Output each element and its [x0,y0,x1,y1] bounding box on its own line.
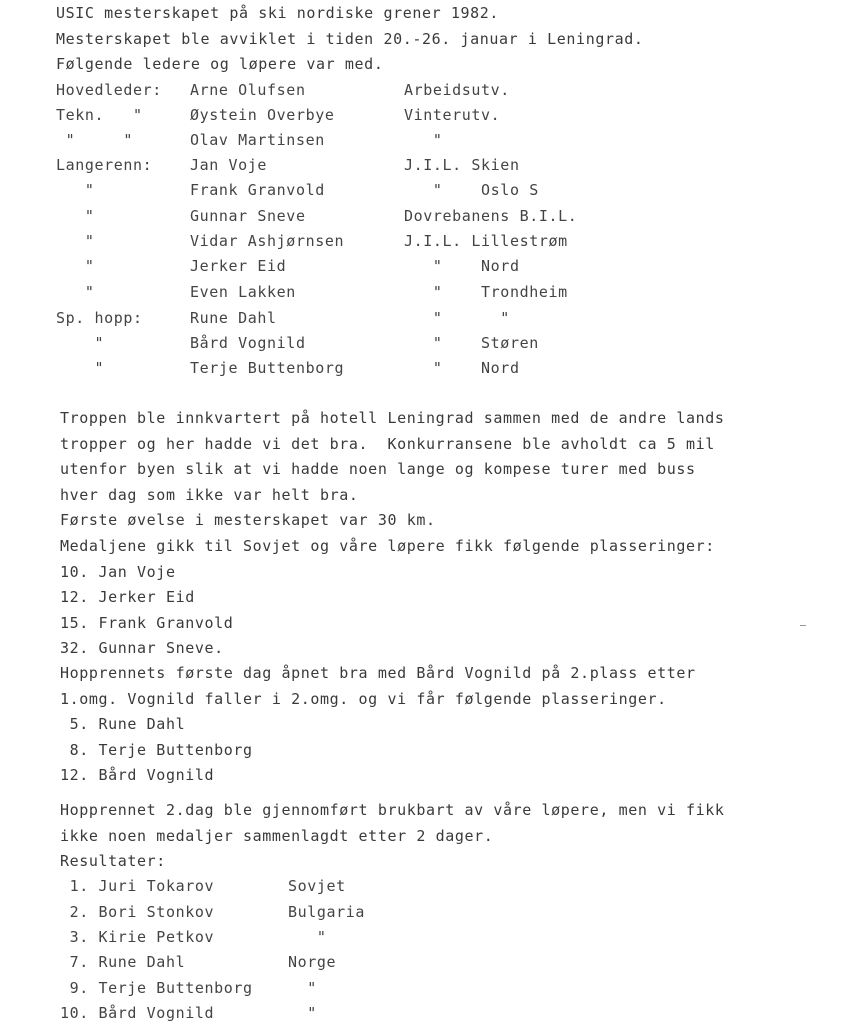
roster-club: " Nord [404,359,520,377]
roster-name: Jerker Eid [190,257,287,275]
roster-role: Langerenn: [56,156,153,174]
roster-name: Frank Granvold [190,181,325,199]
roster-name: Gunnar Sneve [190,207,306,225]
roster-role: " [56,257,95,275]
roster-role: Sp. hopp: [56,309,143,327]
roster-role: " [56,283,95,301]
final-place: 10. Bård Vognild [60,1004,215,1022]
result-line: 15. Frank Granvold [60,614,234,632]
final-nation: Norge [288,953,337,971]
final-nation: Sovjet [288,877,346,895]
intro-line: Følgende ledere og løpere var med. [56,55,384,73]
roster-club: " Støren [404,334,539,352]
result-line: 10. Jan Voje [60,563,176,581]
roster-club: " Trondheim [404,283,568,301]
final-nation: " [288,1004,317,1022]
final-place: 7. Rune Dahl [60,953,186,971]
roster-role: Tekn. " [56,106,143,124]
final-place: 2. Bori Stonkov [60,903,215,921]
body-line: 1.omg. Vognild faller i 2.omg. og vi får følgende plasseringer. [60,690,667,708]
roster-role: " [56,359,105,377]
body-line: utenfor byen slik at vi hadde noen lange og kompese turer med buss [60,460,696,478]
paper-mark [800,625,806,626]
body-line: Første øvelse i mesterskapet var 30 km. [60,511,436,529]
body-line: Troppen ble innkvartert på hotell Leningrad sammen med de andre lands [60,409,725,427]
intro-line: Mesterskapet ble avviklet i tiden 20.-26. januar i Leningrad. [56,30,644,48]
result-line: 5. Rune Dahl [60,715,186,733]
roster-name: Terje Buttenborg [190,359,345,377]
roster-name: Olav Martinsen [190,131,325,149]
roster-role: " [56,334,105,352]
roster-role: " [56,207,95,225]
roster-role: " [56,232,95,250]
final-nation: " [288,928,327,946]
roster-role: Hovedleder: [56,81,162,99]
final-place: 3. Kirie Petkov [60,928,215,946]
roster-club: " " [404,309,510,327]
roster-club: Arbeidsutv. [404,81,510,99]
result-line: 12. Bård Vognild [60,766,215,784]
roster-club: " Oslo S [404,181,539,199]
roster-name: Bård Vognild [190,334,306,352]
roster-name: Vidar Ashjørnsen [190,232,345,250]
body-line: Resultater: [60,852,166,870]
body-line: Hopprennets første dag åpnet bra med Bård Vognild på 2.plass etter [60,664,696,682]
body-line: tropper og her hadde vi det bra. Konkurransene ble avholdt ca 5 mil [60,435,715,453]
roster-name: Jan Voje [190,156,268,174]
roster-name: Rune Dahl [190,309,277,327]
roster-name: Even Lakken [190,283,296,301]
roster-name: Arne Olufsen [190,81,306,99]
final-place: 1. Juri Tokarov [60,877,215,895]
roster-club: J.I.L. Skien [404,156,520,174]
body-line: Hopprennet 2.dag ble gjennomført brukbart av våre løpere, men vi fikk [60,801,725,819]
roster-club: Vinterutv. [404,106,501,124]
result-line: 8. Terje Buttenborg [60,741,253,759]
roster-club: " [404,131,443,149]
doc-title-line: USIC mesterskapet på ski nordiske grener 1982. [56,4,500,22]
body-line: Medaljene gikk til Sovjet og våre løpere fikk følgende plasseringer: [60,537,715,555]
roster-name: Øystein Overbye [190,106,335,124]
roster-role: " [56,181,95,199]
result-line: 32. Gunnar Sneve. [60,639,224,657]
result-line: 12. Jerker Eid [60,588,195,606]
roster-club: J.I.L. Lillestrøm [404,232,568,250]
roster-club: Dovrebanens B.I.L. [404,207,578,225]
final-nation: " [288,979,317,997]
body-line: ikke noen medaljer sammenlagdt etter 2 dager. [60,827,494,845]
roster-club: " Nord [404,257,520,275]
final-place: 9. Terje Buttenborg [60,979,253,997]
body-line: hver dag som ikke var helt bra. [60,486,359,504]
roster-role: " " [56,131,134,149]
final-nation: Bulgaria [288,903,366,921]
